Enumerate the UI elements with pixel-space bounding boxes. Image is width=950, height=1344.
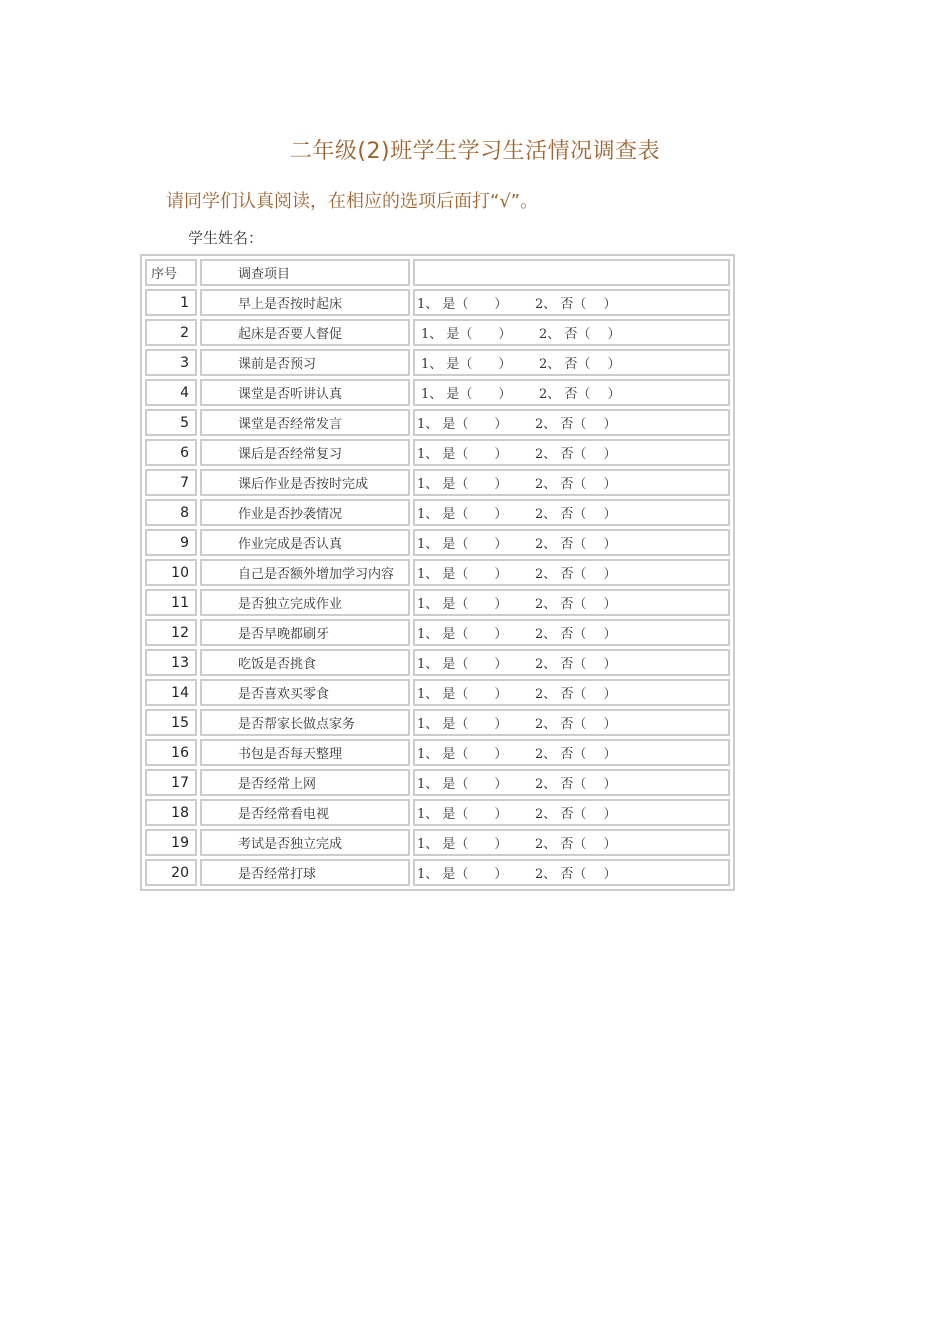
answer-options — [413, 499, 730, 526]
table-row — [145, 529, 730, 556]
answer-options — [413, 649, 730, 676]
table-row — [145, 649, 730, 676]
survey-item: 课堂是否经常发言 — [200, 409, 410, 436]
survey-item: 是否喜欢买零食 — [200, 679, 410, 706]
table-row — [145, 439, 730, 466]
row-number: 17 — [145, 769, 197, 796]
option-no[interactable]: 2、 否（ ） — [535, 477, 617, 492]
table-row — [145, 829, 730, 856]
option-no[interactable]: 2、 否（ ） — [539, 327, 621, 342]
answer-options — [413, 799, 730, 826]
row-number: 11 — [145, 589, 197, 616]
option-no[interactable]: 2、 否（ ） — [535, 417, 617, 432]
row-number: 13 — [145, 649, 197, 676]
option-no[interactable]: 2、 否（ ） — [535, 297, 617, 312]
row-number: 9 — [145, 529, 197, 556]
option-no[interactable]: 2、 否（ ） — [535, 837, 617, 852]
table-row — [145, 349, 730, 376]
answer-options — [413, 409, 730, 436]
table-row — [145, 379, 730, 406]
row-number: 6 — [145, 439, 197, 466]
table-row — [145, 559, 730, 586]
row-number: 19 — [145, 829, 197, 856]
option-no[interactable]: 2、 否（ ） — [539, 387, 621, 402]
answer-options — [413, 349, 730, 376]
answer-options — [413, 679, 730, 706]
survey-item: 是否经常上网 — [200, 769, 410, 796]
row-number: 20 — [145, 859, 197, 886]
table-header-row — [145, 259, 730, 286]
answer-options — [413, 559, 730, 586]
table-row — [145, 859, 730, 886]
answer-options — [413, 529, 730, 556]
option-no[interactable]: 2、 否（ ） — [535, 627, 617, 642]
answer-options — [413, 769, 730, 796]
table-row — [145, 769, 730, 796]
option-no[interactable]: 2、 否（ ） — [535, 567, 617, 582]
option-no[interactable]: 2、 否（ ） — [535, 717, 617, 732]
table-row — [145, 619, 730, 646]
option-no[interactable]: 2、 否（ ） — [535, 867, 617, 882]
row-number: 10 — [145, 559, 197, 586]
survey-item: 是否独立完成作业 — [200, 589, 410, 616]
row-number: 2 — [145, 319, 197, 346]
row-number: 16 — [145, 739, 197, 766]
answer-options — [413, 709, 730, 736]
page-title: 二年级(2)班学生学习生活情况调查表 — [289, 139, 661, 164]
answer-options — [413, 829, 730, 856]
survey-item: 作业是否抄袭情况 — [200, 499, 410, 526]
option-yes[interactable]: 1、 是（ ） — [421, 357, 512, 372]
option-yes[interactable]: 1、 是（ ） — [421, 387, 512, 402]
option-yes[interactable]: 1、 是（ ） — [417, 657, 508, 672]
option-yes[interactable]: 1、 是（ ） — [417, 597, 508, 612]
option-yes[interactable]: 1、 是（ ） — [417, 627, 508, 642]
survey-item: 课后是否经常复习 — [200, 439, 410, 466]
option-yes[interactable]: 1、 是（ ） — [417, 567, 508, 582]
row-number: 18 — [145, 799, 197, 826]
row-number: 14 — [145, 679, 197, 706]
option-yes[interactable]: 1、 是（ ） — [417, 747, 508, 762]
row-number: 5 — [145, 409, 197, 436]
table-row — [145, 499, 730, 526]
answer-options — [413, 289, 730, 316]
answer-options — [413, 859, 730, 886]
option-no[interactable]: 2、 否（ ） — [535, 747, 617, 762]
table-row — [145, 589, 730, 616]
option-yes[interactable]: 1、 是（ ） — [417, 507, 508, 522]
survey-table — [140, 254, 735, 891]
header-no: 序号 — [145, 259, 197, 286]
survey-item: 早上是否按时起床 — [200, 289, 410, 316]
option-no[interactable]: 2、 否（ ） — [535, 507, 617, 522]
table-row — [145, 409, 730, 436]
survey-item: 起床是否要人督促 — [200, 319, 410, 346]
option-yes[interactable]: 1、 是（ ） — [417, 687, 508, 702]
table-row — [145, 469, 730, 496]
survey-item: 是否早晚都刷牙 — [200, 619, 410, 646]
table-row — [145, 799, 730, 826]
option-yes[interactable]: 1、 是（ ） — [417, 837, 508, 852]
row-number: 1 — [145, 289, 197, 316]
option-yes[interactable]: 1、 是（ ） — [417, 777, 508, 792]
answer-options — [413, 319, 730, 346]
option-no[interactable]: 2、 否（ ） — [535, 807, 617, 822]
table-row — [145, 289, 730, 316]
survey-item: 课堂是否听讲认真 — [200, 379, 410, 406]
survey-item: 是否帮家长做点家务 — [200, 709, 410, 736]
survey-item: 自己是否额外增加学习内容 — [200, 559, 410, 586]
answer-options — [413, 619, 730, 646]
option-no[interactable]: 2、 否（ ） — [535, 447, 617, 462]
option-yes[interactable]: 1、 是（ ） — [417, 477, 508, 492]
header-options — [413, 259, 730, 286]
survey-item: 课前是否预习 — [200, 349, 410, 376]
survey-item: 吃饭是否挑食 — [200, 649, 410, 676]
row-number: 8 — [145, 499, 197, 526]
student-name-label: 学生姓名： — [188, 229, 264, 247]
option-no[interactable]: 2、 否（ ） — [539, 357, 621, 372]
header-item: 调查项目 — [200, 259, 410, 286]
answer-options — [413, 469, 730, 496]
option-yes[interactable]: 1、 是（ ） — [417, 807, 508, 822]
table-row — [145, 709, 730, 736]
row-number: 12 — [145, 619, 197, 646]
option-yes[interactable]: 1、 是（ ） — [417, 447, 508, 462]
option-yes[interactable]: 1、 是（ ） — [421, 327, 512, 342]
instruction-text: 请同学们认真阅读，在相应的选项后面打“√”。 — [166, 191, 539, 212]
survey-item: 是否经常打球 — [200, 859, 410, 886]
option-yes[interactable]: 1、 是（ ） — [417, 717, 508, 732]
row-number: 4 — [145, 379, 197, 406]
table-row — [145, 319, 730, 346]
answer-options — [413, 439, 730, 466]
option-no[interactable]: 2、 否（ ） — [535, 687, 617, 702]
survey-table-body — [145, 259, 730, 886]
option-yes[interactable]: 1、 是（ ） — [417, 867, 508, 882]
option-no[interactable]: 2、 否（ ） — [535, 597, 617, 612]
option-no[interactable]: 2、 否（ ） — [535, 537, 617, 552]
survey-item: 考试是否独立完成 — [200, 829, 410, 856]
table-row — [145, 679, 730, 706]
row-number: 15 — [145, 709, 197, 736]
option-no[interactable]: 2、 否（ ） — [535, 657, 617, 672]
option-no[interactable]: 2、 否（ ） — [535, 777, 617, 792]
row-number: 7 — [145, 469, 197, 496]
answer-options — [413, 379, 730, 406]
option-yes[interactable]: 1、 是（ ） — [417, 537, 508, 552]
option-yes[interactable]: 1、 是（ ） — [417, 297, 508, 312]
survey-item: 书包是否每天整理 — [200, 739, 410, 766]
row-number: 3 — [145, 349, 197, 376]
survey-item: 课后作业是否按时完成 — [200, 469, 410, 496]
answer-options — [413, 589, 730, 616]
answer-options — [413, 739, 730, 766]
option-yes[interactable]: 1、 是（ ） — [417, 417, 508, 432]
survey-item: 作业完成是否认真 — [200, 529, 410, 556]
table-row — [145, 739, 730, 766]
survey-item: 是否经常看电视 — [200, 799, 410, 826]
